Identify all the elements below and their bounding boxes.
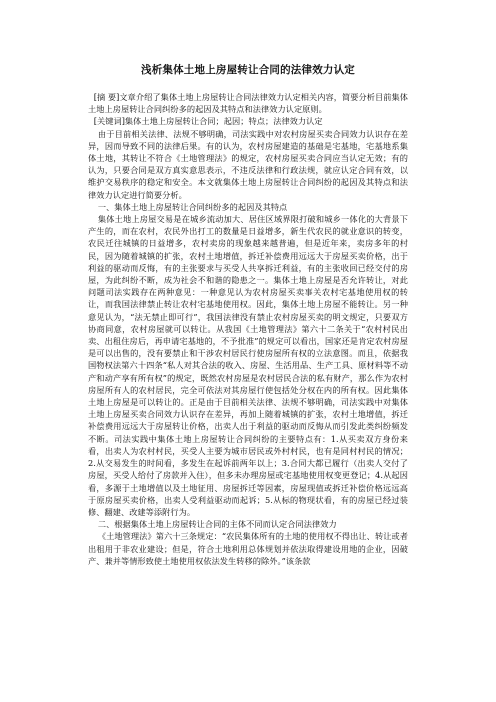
keywords-paragraph: [关键词]集体土地上房屋转让合同；起因；特点；法律效力认定 <box>93 116 323 127</box>
document-body <box>88 91 408 567</box>
section-heading-1: 一、集体土地上房屋转让合同纠纷多的起因及其特点 <box>97 201 288 212</box>
section-heading-2: 二、根据集体土地上房屋转让合同的主体不同而认定合同法律效力 <box>97 519 337 530</box>
section-1-paragraph: 集体土地上房屋交易是在城乡流动加大、居住区域界限打破和城乡一体化的大背景下产生的，而在农村，农民外出打工的数量是日益增多，新生代农民的就业意识的转变，农民迁往城镇的日益增多，农村卖房的现象越来越普遍，但是近年来，卖房多年的村民，因为随着城镇的扩张，农村土地增值，拆迁补偿费用远远大于房屋买卖价格，出于利益的驱动而反悔，有的主张要求与买受人共享拆迁利益，有的主张收回已经交付的房屋，为此纠纷不断，成为社会不和谐的隐患之一。集体土地上房屋是否允许转让，对此问题司法实践存在两种意见：一种意见认为农村房屋买卖事关农村宅基地使用权的转让，而我国法律禁止转让农村宅基地使用权。因此，集体土地上房屋不能转让。另一种意见认为，“法无禁止即可行”，我国法律没有禁止农村房屋买卖的明文规定，只要双方协商同意，农村房屋就可以转让。从我国《土地管理法》第六十二条关于“农村村民出卖、出租住房后，再申请宅基地的，不予批准”的规定可以看出，国家还是肯定农村房屋是可以出售的，没有要禁止和干涉农村居民行使房屋所有权的立法意图。而且，依据我国物权法第六十四条“私人对其合法的收入、房屋、生活用品、生产工具、原材料等不动产和动产享有所有权”的规定，既然农村房屋是农村居民合法的私有财产，那么作为农村房屋所有人的农村居民，完全可依法对其房屋行使包括处分权在内的所有权。因此集体土地上房屋是可以转让的。正是由于目前相关法律、法规不够明确，司法实践中对集体土地上房屋买卖合同效力认识存在差异，再加上随着城镇的扩张，农村土地增值，拆迁补偿费用远远大于房屋转让价格，出卖人出于利益的驱动而反悔从而引发此类纠纷频发不断。司法实践中集体土地上房屋转让合同纠纷的主要特点有：1.从买卖双方身份来看，出卖人为农村村民，买受人主要为城市居民或外村村民，也有是同村村民的情况；2.从交易发生的时间看，多发生在起诉前两年以上；3.合同大都已履行（出卖人交付了房屋，买受人给付了房款并入住），但多未办理房屋或宅基地使用权变更登记；4.从起因看，多源于土地增值以及土地征用、房屋拆迁等因素，房屋现值或拆迁补偿价格远远高于原房屋买卖价格，出卖人受利益驱动而起诉；5.从标的物现状看，有的房屋已经过装修、翻建、改建等添附行为。 <box>88 214 408 517</box>
document-title: 浅析集体土地上房屋转让合同的法律效力认定 <box>141 64 355 76</box>
intro-paragraph: 由于目前相关法律、法规不够明确，司法实践中对农村房屋买卖合同效力认识存在差异，因而导致不同的法律后果。有的认为，农村房屋建造的基础是宅基地，宅基地系集体土地，其转让不符合《土地管理法》的规定，农村房屋买卖合同应当认定无效；有的认为，只要合同是双方真实意思表示，不违反法律和行政法规，就应认定合同有效，以维护交易秩序的稳定和安全。本文就集体土地上房屋转让合同纠纷的起因及其特点和法律效力认定进行简要分析。 <box>88 128 408 200</box>
abstract-paragraph: [摘 要]文章介绍了集体土地上房屋转让合同法律效力认定相关内容，简要分析目前集体土地上房屋转让合同纠纷多的起因及其特点和法律效力认定原则。 <box>88 92 408 115</box>
section-2-paragraph: 《土地管理法》第六十三条规定：“农民集体所有的土地的使用权不得出让、转让或者出租用于非农业建设；但是，符合土地利用总体规划并依法取得建设用地的企业，因破产、兼并等情形致使土地使用权依法发生转移的除外。”该条款 <box>88 531 408 566</box>
